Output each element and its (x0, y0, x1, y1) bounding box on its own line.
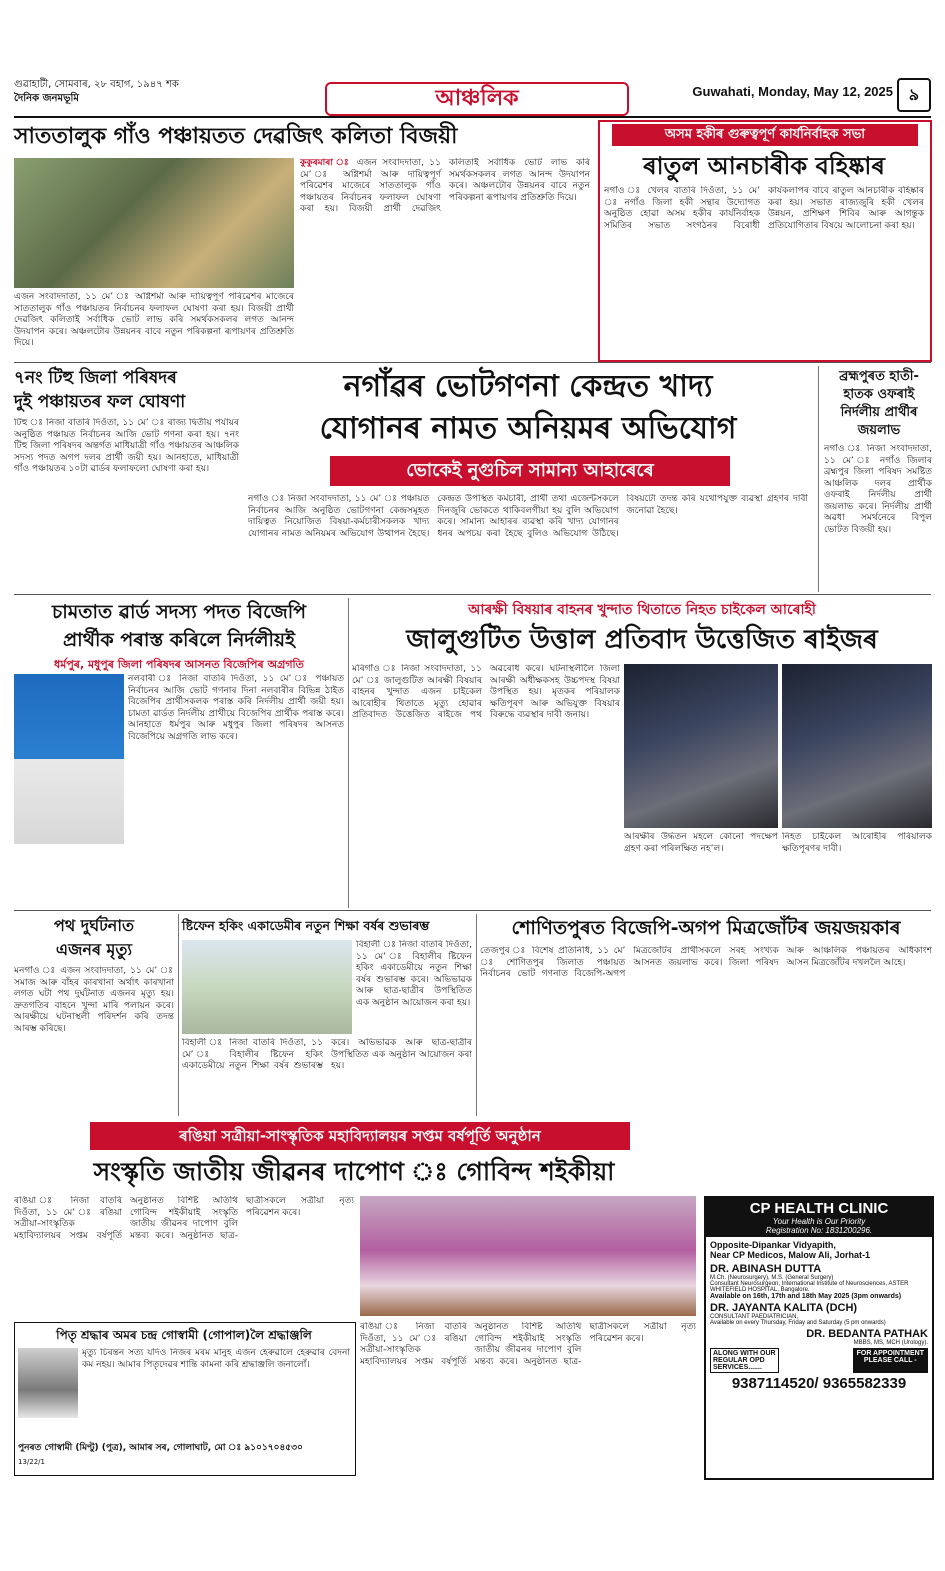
story8-headline (14, 914, 174, 962)
page-number: ৯ (897, 78, 931, 112)
story11-photo (360, 1196, 696, 1316)
doctor3-qual: MBBS, MS, MCH (Urology). (853, 1340, 928, 1346)
tribute-body: মৃত্যু চিৰন্তন সত্য যদিও নিজৰ মৰম মানুহ এজন হেৰুৱালে হেৰুৱাৰ বেদনা কম নহয়। আমাৰ পিতৃদেৱৰ শান্তি কামনা কৰি শ্ৰদ্ধাঞ্জলি জনালোঁ। (82, 1348, 350, 1370)
story1-headline: সাততালুক গাঁও পঞ্চায়তত দেৱজিৎ কলিতা বিজয়ী (14, 124, 458, 149)
story1-dateline: কুকুৰমাৰা ঃ (300, 158, 352, 168)
opd-line1: ALONG WITH OUR (713, 1350, 776, 1357)
appt-line1: FOR APPOINTMENT (856, 1350, 924, 1357)
story11-body-cont: ৰঙিয়া ঃ নিজা বাতৰি দিওঁতা, ১১ মে’ ঃ ৰঙিয়া সত্ৰীয়া-সাংস্কৃতিক মহাবিদ্যালয়ৰ সপ্তম বৰ্ষপূৰ্তি অনুষ্ঠানত বিশিষ্ট অতিথি গোবিন্দ শইকীয়াই সংস্কৃতি জাতীয় জীৱনৰ দাপোণ বুলি মন্তব্য কৰে। অনুষ্ঠানত ছাত্ৰ-ছাত্ৰীসকলে সত্ৰীয়া নৃত্য পৰিৱেশন কৰে। (360, 1322, 696, 1367)
doctor3-name: DR. BEDANTA PATHAK (806, 1328, 928, 1340)
clinic-address (706, 1237, 932, 1263)
story9-body: বিহালী ঃ নিজা বাতৰি দিওঁতা, ১১ মে’ ঃ বিহালীৰ ষ্টিফেন হকিং একাডেমীয়ে নতুন শিক্ষা বৰ্ষৰ শুভাৰম্ভ কৰে। অভিভাৱক আৰু ছাত্ৰ-ছাত্ৰীৰ উপস্থিতিত এক অনুষ্ঠান আয়োজন কৰা হয়। (182, 1038, 472, 1071)
story3-headline (14, 366, 239, 414)
story10-rule (476, 914, 477, 1116)
clinic-doctor3 (706, 1328, 932, 1346)
story7-caption-right: নিহত চাইকেল আৰোহীৰ পৰিয়ালক ক্ষতিপূৰণৰ দাবী। (782, 832, 932, 854)
header-rule (14, 116, 931, 118)
clinic-doctor2 (706, 1300, 932, 1328)
tribute-portrait (18, 1348, 78, 1418)
header-dateline: Guwahati, Monday, May 12, 2025 (692, 84, 893, 99)
story6-headline-line1: চামতাত ৱাৰ্ড সদস্য পদত বিজেপি (51, 601, 307, 623)
header-date-assamese: গুৱাহাটী, সোমবাৰ, ২৮ বহাগ, ১৯৪৭ শক (14, 79, 179, 90)
clinic-ad-header (706, 1198, 932, 1237)
story5-headline-line1: ব্ৰহ্মপুৰত হাতী- (839, 369, 919, 384)
story11-headline: সংস্কৃতি জাতীয় জীৱনৰ দাপোণ ঃ গোবিন্দ শইকীয়া (93, 1157, 615, 1186)
clinic-appointment-box (853, 1348, 928, 1373)
story9-headline: ষ্টিফেন হকিং একাডেমীৰ নতুন শিক্ষা বৰ্ষৰ শুভাৰম্ভ (182, 918, 430, 933)
story2-body: নগাঁও ঃ খেলৰ বাতৰি দিওঁতা, ১১ মে’ ঃ নগাঁও জিলা হকী সন্থাৰ উদ্যোগত অনুষ্ঠিত হোৱা অসম হকীৰ কাৰ্যনিৰ্বাহক সমিতিৰ সভাত সংগঠনৰ বিৰোধী কাৰ্যকলাপৰ বাবে ৰাতুল আনচাৰীক বহিষ্কাৰ কৰা হয়। সভাত ৰাজ্যজুৰি হকী খেলৰ উন্নয়ন, প্ৰশিক্ষণ শিবিৰ আৰু আগন্তুক প্ৰতিযোগিতাৰ বিষয়ে আলোচনা কৰা হয়। (604, 186, 924, 231)
story8-headline-line1: পথ দুৰ্ঘটনাত (54, 916, 134, 935)
story3-body: টিহু ঃ নিজা বাতৰি দিওঁতা, ১১ মে’ ঃ ৰাজ্য দ্বিতীয় পৰ্যায়ৰ অনুষ্ঠিত পঞ্চায়ত নিৰ্বাচনৰ আজি ভোট গণনা কৰা হয়। ৭নং টিহু জিলা পৰিষদৰ অন্তৰ্গত মাধিয়াত্ৰী গাঁও পঞ্চায়তৰ আঞ্চলিক সদস্য পদত অগপ দলৰ প্ৰাৰ্থী জয়ী হয়। আনহাতে, মাধিয়াত্ৰী গাঁও পঞ্চায়তৰ ১০টা ৱাৰ্ডৰ ফলাফলো ঘোষণা কৰা হয়। (14, 418, 239, 474)
divider-2 (14, 594, 931, 595)
clinic-tagline: Your Health is Our Priority (772, 1217, 866, 1226)
appt-line2: PLEASE CALL - (863, 1357, 917, 1364)
clinic-title: CP HEALTH CLINIC (749, 1200, 889, 1217)
clinic-registration: Registration No: 1831200296. (765, 1226, 873, 1235)
story7-caption-left: আৰক্ষীৰ উৰ্দ্ধতন মহলে কোনো পদক্ষেপ গ্ৰহণ কৰা পৰিলক্ষিত নহ’ল। (624, 832, 778, 854)
story7-headline: জালুগুটিত উত্তাল প্ৰতিবাদ উত্তেজিত ৰাইজৰ (406, 625, 878, 655)
story6-subhead: ধৰ্মপুৰ, মধুপুৰ জিলা পৰিষদৰ আসনত বিজেপিৰ অগ্ৰগতি (54, 658, 304, 671)
story4-headline-line1: নগাঁৱৰ ভোটগণনা কেন্দ্ৰত খাদ্য (343, 369, 713, 404)
section-masthead: আঞ্চলিক (325, 82, 629, 116)
opd-line3: SERVICES....... (713, 1364, 762, 1371)
story5-headline-line3: নিৰ্দলীয় প্ৰাৰ্থীৰ (840, 405, 918, 420)
doctor1-name: DR. ABINASH DUTTA (710, 1263, 822, 1275)
tribute-signature: পুনৰত গোস্বামী (মিণ্টু) (পুত্ৰ), আমাৰ সৰ, গোলাঘাট, মো ঃ ৯১০১৭০৪৫৩০ (18, 1443, 303, 1453)
story7-rule (348, 598, 349, 908)
story5-body: নগাঁও ঃ নিজা সংবাদদাতা, ১১ মে’ ঃ নগাঁও জিলাৰ ব্ৰহ্মপুৰ জিলা পৰিষদ সমষ্টিত আঞ্চলিক দলৰ প্ৰাৰ্থীক ওফৰাই নিৰ্দলীয় প্ৰাৰ্থী জয়লাভ কৰে। নিৰ্দলীয় প্ৰাৰ্থী অৱধা সমৰ্থনেৰে বিপুল ভোটত বিজয়ী হয়। (824, 444, 932, 535)
clinic-ad-footer-row (706, 1346, 932, 1375)
story1-photo (14, 158, 294, 288)
header-paper-name: দৈনিক জনমভূমি (14, 93, 79, 104)
story3-headline-line1: ৭নং টিহু জিলা পৰিষদৰ (14, 368, 177, 388)
doctor2-qual: CONSULTANT PAEDIATRICIAN, (710, 1314, 799, 1320)
story7-kicker: আৰক্ষী বিষয়াৰ বাহনৰ খুন্দাত থিতাতে নিহত চাইকেল আৰোহী (468, 602, 816, 618)
story2-kicker: অসম হকীৰ গুৰুত্বপূৰ্ণ কাৰ্যনিৰ্বাহক সভা (612, 124, 918, 146)
divider-3 (14, 910, 931, 911)
story7-photo-right (782, 664, 932, 828)
story5-headline (824, 368, 934, 440)
tribute-headline: পিতৃ শ্ৰদ্ধাৰ অমৰ চন্দ্ৰ গোস্বামী (গোপাল)লৈ শ্ৰদ্ধাঞ্জলি (56, 1328, 312, 1342)
story4-banner: ভোকেই নুগুচিল সামান্য আহাৰেৰে (330, 456, 730, 486)
story4-headline-line2: যোগানৰ নামত অনিয়মৰ অভিযোগ (319, 411, 737, 446)
clinic-phone-numbers: 9387114520/ 9365582339 (731, 1375, 907, 1392)
story7-photo-left (624, 664, 778, 828)
doctor1-qual: M.Ch. (Neurosurgery), M.S. (General Surgery) (710, 1275, 834, 1281)
doctor2-name: DR. JAYANTA KALITA (DCH) (710, 1302, 858, 1314)
story8-body: মনগাঁও ঃ এজন সংবাদদাতা, ১১ মে’ ঃ সমাজ আৰু বাঁহৰ কাৰখানা অৰ্থাৎ কাৰখানা লগত ঘটা পথ দুৰ্ঘটনাত এজনৰ মৃত্যু হয়। দ্ৰুতগতিৰ বাহনে খুন্দা মাৰি পলায়ন কৰে। আৰক্ষীয়ে ঘটনাস্থলী পৰিদৰ্শন কৰি তদন্ত আৰম্ভ কৰিছে। (14, 966, 174, 1034)
opd-line2: REGULAR OPD (713, 1357, 765, 1364)
story1-caption (14, 292, 294, 358)
clinic-address-line2: Near CP Medicos, Malow Ali, Jorhat-1 (710, 1250, 871, 1260)
story1-body (300, 158, 590, 358)
story6-portrait (14, 674, 124, 844)
story8-headline-line2: এজনৰ মৃত্যু (55, 940, 133, 959)
clinic-address-line1: Opposite-Dipankar Vidyapith, (710, 1240, 836, 1250)
story5-headline-line4: জয়লাভ (857, 423, 901, 438)
story4-body: নগাঁও ঃ নিজা সংবাদদাতা, ১১ মে’ ঃ পঞ্চায়ত নিৰ্বাচনৰ আজি অনুষ্ঠিত ভোটগণনা কেন্দ্ৰসমূহত দায়িত্বত নিয়োজিত বিষয়া-কৰ্মচাৰীসকলক খাদ্য যোগানৰ নামত অনিয়মৰ অভিযোগ উত্থাপন হৈছে। কেন্দ্ৰত উপস্থিত কৰ্মচাৰী, প্ৰাৰ্থী তথা এজেন্টসকলে দিনজুৰি ভোকতে থাকিবলগীয়া হয় বুলি অভিযোগ কৰে। সামান্য আহাৰৰ ব্যৱস্থা কৰি খাদ্য যোগানৰ ধনৰ অপচয় কৰা হৈছে বুলিও অভিযোগ উঠিছে। বিষয়টো তদন্ত কৰি যথোপযুক্ত ব্যৱস্থা গ্ৰহণৰ দাবী জনোৱা হৈছে। (248, 494, 808, 539)
story11-banner: ৰঙিয়া সত্ৰীয়া-সাংস্কৃতিক মহাবিদ্যালয়ৰ সপ্তম বৰ্ষপূৰ্তি অনুষ্ঠান (90, 1122, 630, 1150)
story6-body: নলবাৰী ঃ নিজা বাতৰি দিওঁতা, ১১ মে’ ঃ পঞ্চায়ত নিৰ্বাচনৰ আজি ভোট গণনাৰ দিনা নলবাৰীৰ বিভিন্ন ঠাইত বিজেপিৰ প্ৰাৰ্থীসকলক পৰাস্ত কৰি নিৰ্দলীয় প্ৰাৰ্থী জয়ী হয়। চামতা ৱাৰ্ডত নিৰ্দলীয় প্ৰাৰ্থীয়ে বিজেপিৰ প্ৰাৰ্থীক পৰাস্ত কৰে। আনহাতে ধৰ্মপুৰ আৰু মধুপুৰ জিলা পৰিষদৰ আসনত বিজেপিয়ে অগ্ৰগতি লাভ কৰে। (128, 674, 344, 742)
story5-headline-line2: হাতক ওফৰাই (843, 387, 915, 402)
clinic-opd-box (710, 1348, 779, 1373)
story4-headline (248, 366, 808, 450)
story10-body: তেজপুৰ ঃ বিশেষ প্ৰতিনিধি, ১১ মে’ ঃ শোণিতপুৰ জিলাত পঞ্চায়ত নিৰ্বাচনৰ ভোট গণনাত বিজেপি-অগপ মিত্ৰজোঁটৰ প্ৰাৰ্থীসকলে সৰহ সংখ্যক আসনত জয়লাভ কৰে। জিলা পৰিষদ আৰু আঞ্চলিক পঞ্চায়তৰ অধিকাংশ আসন মিত্ৰজোঁটৰ দখললৈ আহে। (480, 946, 932, 979)
tribute-code: 13/22/1 (18, 1458, 45, 1466)
header-left (14, 78, 179, 106)
story9-photo (182, 940, 352, 1034)
story9-rule (178, 914, 179, 1116)
story6-headline-line2: প্ৰাৰ্থীক পৰাস্ত কৰিলে নিৰ্দলীয়ই (63, 629, 295, 651)
story7-body: মৰিগাঁও ঃ নিজা সংবাদদাতা, ১১ মে’ ঃ জালুগুটিত আৰক্ষী বিষয়াৰ বাহনৰ খুন্দাত এজন চাইকেল আৰোহীৰ থিতাতে মৃত্যু হোৱাৰ প্ৰতিবাদত উত্তেজিত ৰাইজে পথ অৱৰোধ কৰে। ঘটনাস্থলীলৈ জিলা আৰক্ষী অধীক্ষকসহ উচ্চপদস্থ বিষয়া উপস্থিত হয়। মৃতকৰ পৰিয়ালক ক্ষতিপূৰণ আৰু অভিযুক্ত বিষয়াৰ বিৰুদ্ধে ব্যৱস্থাৰ দাবী জনায়। (352, 664, 620, 720)
doctor1-detail: Consultant Neurosurgeon, International Institute of Neurosciences, ASTER WHITEFIELD HOSPITAL, Bangalore. (710, 1281, 909, 1293)
clinic-doctor1 (706, 1263, 932, 1300)
story1-caption-text: এজন সংবাদদাতা, ১১ মে’ ঃ অগ্নিশৰ্মা আৰু দায়িত্বপূৰ্ণ পৰিৱেশৰ মাজেৰে সাততালুক গাঁও পঞ্চায়তৰ নিৰ্বাচনৰ ফলাফল ঘোষণা কৰা হয়। বিজয়ী প্ৰাৰ্থী দেৱজিৎ কলিতাই সৰ্বাধিক ভোট লাভ কৰি সমৰ্থকসকলৰ লগত আনন্দ উদযাপন কৰে। অঞ্চলটোৰ উন্নয়নৰ বাবে নতুন পৰিকল্পনা ৰূপায়ণৰ প্ৰতিশ্ৰুতি দিয়ে। (14, 292, 294, 348)
story1-body-text: এজন সংবাদদাতা, ১১ মে’ ঃ অগ্নিশৰ্মা আৰু দায়িত্বপূৰ্ণ পৰিৱেশৰ মাজেৰে সাততালুক গাঁও পঞ্চায়তৰ নিৰ্বাচনৰ ফলাফল ঘোষণা কৰা হয়। বিজয়ী প্ৰাৰ্থী দেৱজিৎ কলিতাই সৰ্বাধিক ভোট লাভ কৰি সমৰ্থকসকলৰ লগত আনন্দ উদযাপন কৰে। অঞ্চলটোৰ উন্নয়নৰ বাবে নতুন পৰিকল্পনা ৰূপায়ণৰ প্ৰতিশ্ৰুতি দিয়ে। (300, 158, 590, 214)
story5-rule (818, 366, 819, 592)
divider-1 (14, 362, 931, 363)
story10-headline: শোণিতপুৰত বিজেপি-অগপ মিত্ৰজোঁটৰ জয়জয়কাৰ (511, 917, 901, 939)
doctor2-availability: Available on every Thursday, Friday and Saturday (5 pm onwards) (710, 1320, 886, 1326)
story3-headline-line2: দুই পঞ্চায়তৰ ফল ঘোষণা (14, 392, 186, 412)
clinic-ad (704, 1196, 934, 1480)
story9-body-side: বিহালী ঃ নিজা বাতৰি দিওঁতা, ১১ মে’ ঃ বিহালীৰ ষ্টিফেন হকিং একাডেমীয়ে নতুন শিক্ষা বৰ্ষৰ শুভাৰম্ভ কৰে। অভিভাৱক আৰু ছাত্ৰ-ছাত্ৰীৰ উপস্থিতিত এক অনুষ্ঠান আয়োজন কৰা হয়। (356, 940, 472, 1008)
story6-headline (14, 598, 344, 654)
story2-headline: ৰাতুল আনচাৰীক বহিষ্কাৰ (643, 152, 885, 180)
doctor1-availability: Available on 16th, 17th and 18th May 2025 (3pm onwards) (710, 1293, 902, 1300)
story11-body: ৰঙিয়া ঃ নিজা বাতৰি দিওঁতা, ১১ মে’ ঃ ৰঙিয়া সত্ৰীয়া-সাংস্কৃতিক মহাবিদ্যালয়ৰ সপ্তম বৰ্ষপূৰ্তি অনুষ্ঠানত বিশিষ্ট অতিথি গোবিন্দ শইকীয়াই সংস্কৃতি জাতীয় জীৱনৰ দাপোণ বুলি মন্তব্য কৰে। অনুষ্ঠানত ছাত্ৰ-ছাত্ৰীসকলে সত্ৰীয়া নৃত্য পৰিৱেশন কৰে। (14, 1196, 354, 1241)
